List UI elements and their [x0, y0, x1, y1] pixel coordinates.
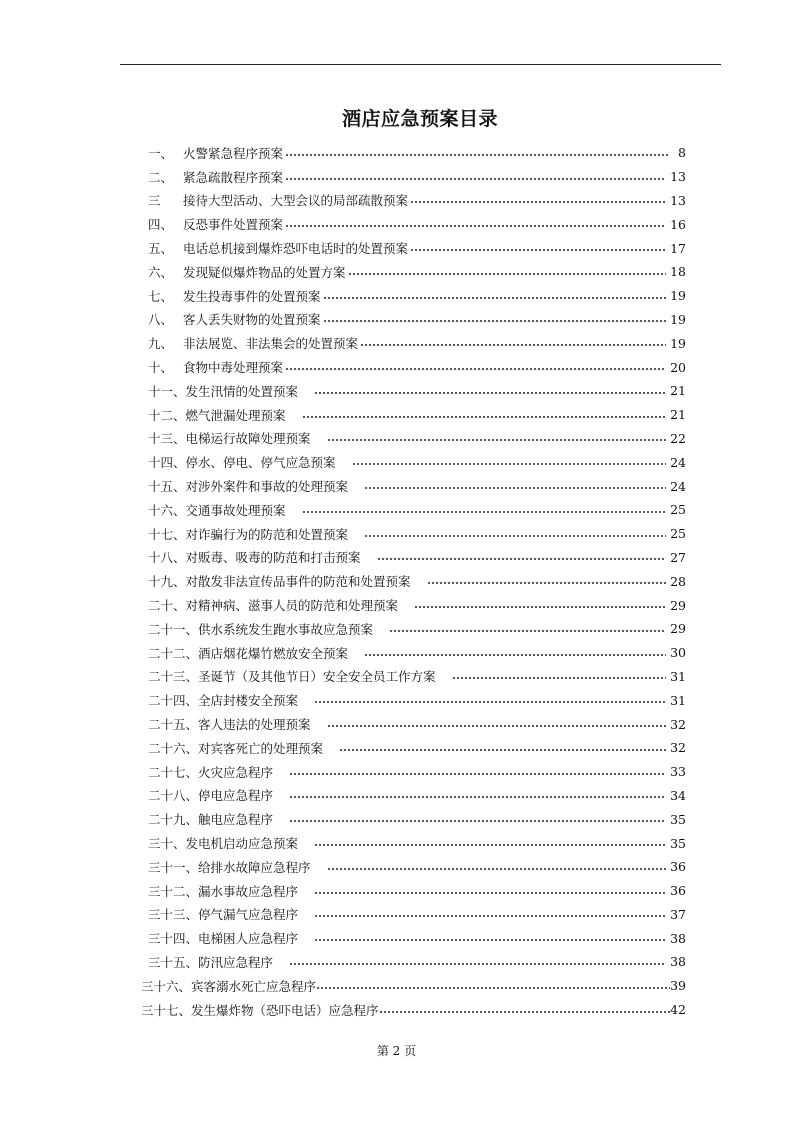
toc-entry-page: 33: [670, 764, 686, 780]
toc-entry-number: 六、: [148, 264, 174, 280]
toc-entry-title: 客人丢失财物的处置预案: [183, 312, 321, 328]
toc-entry-number: 十九、: [148, 574, 186, 590]
toc-entry[interactable]: [148, 950, 686, 974]
toc-leader-dots: [302, 506, 667, 514]
toc-entry[interactable]: [148, 617, 686, 641]
toc-entry-number: 十八、: [148, 550, 186, 566]
toc-leader-dots: [302, 411, 667, 419]
toc-entry-title: 非法展览、非法集会的处置预案: [183, 336, 359, 352]
toc-entry-page: 36: [670, 859, 686, 875]
toc-entry-number: 三十五、: [148, 954, 199, 970]
toc-entry-number: 三: [148, 193, 161, 209]
toc-entry-title: 发生投毒事件的处置预案: [183, 288, 321, 304]
toc-entry[interactable]: [148, 736, 686, 760]
toc-entry[interactable]: [148, 855, 686, 879]
toc-entry-page: 21: [670, 407, 686, 423]
toc-entry[interactable]: [148, 284, 686, 308]
toc-entry[interactable]: [148, 450, 686, 474]
toc-entry-number: 二、: [148, 169, 174, 185]
toc-leader-dots: [314, 839, 666, 847]
toc-entry[interactable]: [148, 522, 686, 546]
toc-entry[interactable]: [148, 784, 686, 808]
toc-entry-title: 交通事故处理预案: [185, 502, 286, 518]
toc-entry-number: 二十三、: [148, 669, 199, 685]
toc-entry-title: 电话总机接到爆炸恐吓电话时的处置预案: [183, 241, 409, 257]
toc-entry-number: 三十二、: [148, 883, 199, 899]
toc-leader-dots: [289, 815, 666, 823]
toc-leader-dots: [379, 1006, 671, 1014]
toc-entry-title: 发现疑似爆炸物品的处置方案: [183, 264, 346, 280]
toc-entry-page: 29: [670, 597, 686, 613]
toc-entry-title: 对涉外案件和事故的处理预案: [185, 479, 349, 495]
toc-entry[interactable]: [148, 593, 686, 617]
toc-leader-dots: [285, 363, 666, 371]
toc-entry[interactable]: [148, 665, 686, 689]
toc-entry-title: 对贩毒、吸毒的防范和打击预案: [185, 550, 361, 566]
toc-entry-number: 十二、: [148, 407, 186, 423]
toc-entry-page: 36: [670, 883, 686, 899]
toc-entry-page: 27: [670, 549, 686, 565]
toc-entry-page: 32: [670, 716, 686, 732]
toc-entry-number: 三十三、: [148, 907, 199, 923]
toc-entry[interactable]: [148, 807, 686, 831]
toc-leader-dots: [289, 768, 666, 776]
toc-leader-dots: [364, 530, 666, 538]
toc-entry-page: 25: [670, 502, 686, 518]
toc-entry-title: 给排水故障应急程序: [198, 859, 311, 875]
toc-entry-title: 紧急疏散程序预案: [183, 169, 284, 185]
toc-entry[interactable]: [148, 688, 686, 712]
toc-entry-page: 16: [670, 216, 686, 232]
toc-entry[interactable]: [148, 189, 686, 213]
toc-entry-number: 十三、: [148, 431, 186, 447]
toc-leader-dots: [314, 387, 666, 395]
toc-leader-dots: [323, 315, 667, 323]
toc-entry-number: 八、: [148, 312, 174, 328]
toc-entry-number: 二十一、: [148, 621, 199, 637]
toc-entry[interactable]: [148, 427, 686, 451]
toc-entry-title: 漏水事故应急程序: [198, 883, 299, 899]
toc-entry[interactable]: [148, 712, 686, 736]
toc-entry-page: 19: [670, 311, 686, 327]
toc-leader-dots: [327, 434, 667, 442]
toc-leader-dots: [410, 244, 666, 252]
toc-entry[interactable]: [148, 236, 686, 260]
toc-entry[interactable]: [148, 331, 686, 355]
toc-entry[interactable]: [148, 379, 686, 403]
toc-entry-number: 十五、: [148, 479, 186, 495]
toc-entry-title: 电梯困人应急程序: [198, 931, 299, 947]
toc-entry[interactable]: [141, 974, 686, 998]
toc-leader-dots: [352, 458, 667, 466]
toc-entry-number: 十一、: [148, 383, 186, 399]
toc-entry-page: 19: [670, 335, 686, 351]
header-rule: [120, 64, 721, 65]
toc-entry-page: 38: [670, 930, 686, 946]
toc-entry-title: 停电应急程序: [198, 788, 274, 804]
toc-entry[interactable]: [148, 355, 686, 379]
toc-entry[interactable]: [148, 474, 686, 498]
toc-entry-title: 电梯运行故障处理预案: [185, 431, 311, 447]
toc-entry-number: 十、: [148, 360, 174, 376]
toc-entry[interactable]: [148, 879, 686, 903]
toc-leader-dots: [364, 482, 666, 490]
toc-entry-title: 酒店烟花爆竹燃放安全预案: [198, 645, 349, 661]
toc-entry-page: 29: [670, 621, 686, 637]
toc-entry-page: 13: [670, 169, 686, 185]
toc-entry-title: 对散发非法宣传品事件的防范和处置预案: [185, 574, 411, 590]
toc-entry-page: 21: [670, 383, 686, 399]
toc-entry[interactable]: [148, 831, 686, 855]
table-of-contents: [141, 141, 686, 1021]
toc-leader-dots: [285, 220, 666, 228]
toc-entry[interactable]: [148, 260, 686, 284]
toc-entry-title: 对宾客死亡的处理预案: [198, 740, 324, 756]
toc-entry-page: 39: [670, 978, 686, 994]
toc-entry[interactable]: [148, 141, 686, 165]
toc-entry-title: 发电机启动应急预案: [185, 836, 299, 851]
toc-entry-page: 22: [670, 430, 686, 446]
toc-leader-dots: [289, 791, 666, 799]
toc-entry[interactable]: [148, 760, 686, 784]
toc-entry-title: 食物中毒处理预案: [183, 360, 284, 376]
toc-entry-page: 17: [670, 240, 686, 256]
toc-entry-page: 8: [678, 145, 686, 161]
toc-entry-page: 20: [670, 359, 686, 375]
toc-entry-number: 二十二、: [148, 645, 199, 661]
toc-entry-number: 五、: [148, 241, 174, 257]
toc-entry-title: 全店封楼安全预案: [198, 693, 299, 709]
toc-leader-dots: [289, 958, 666, 966]
page-title: 酒店应急预案目录: [341, 108, 498, 130]
toc-entry-number: 一、: [148, 145, 174, 161]
toc-leader-dots: [323, 292, 667, 300]
toc-entry-title: 火警紧急程序预案: [183, 145, 284, 161]
toc-entry-title: 供水系统发生跑水事故应急预案: [198, 621, 374, 637]
toc-entry[interactable]: [148, 569, 686, 593]
toc-leader-dots: [348, 268, 667, 276]
toc-entry-page: 37: [670, 906, 686, 922]
toc-leader-dots: [377, 553, 667, 561]
toc-entry-page: 30: [670, 645, 686, 661]
toc-entry-page: 25: [670, 526, 686, 542]
toc-entry-title: 客人违法的处理预案: [198, 717, 311, 733]
toc-entry-title: 圣诞节（及其他节日）安全安全员工作方案: [198, 669, 436, 685]
toc-entry-title: 发生汛情的处置预案: [185, 383, 299, 399]
toc-entry-number: 三十四、: [148, 931, 199, 947]
toc-entry-title: 触电应急程序: [198, 812, 274, 828]
toc-leader-dots: [414, 601, 666, 609]
toc-entry-number: 二十九、: [148, 812, 199, 828]
toc-entry-page: 19: [670, 288, 686, 304]
toc-leader-dots: [360, 339, 666, 347]
toc-entry-page: 13: [670, 192, 686, 208]
toc-leader-dots: [314, 934, 666, 942]
toc-leader-dots: [427, 577, 667, 585]
toc-entry[interactable]: [141, 998, 686, 1022]
toc-entry-number: 二十四、: [148, 693, 199, 709]
toc-leader-dots: [364, 649, 666, 657]
toc-entry-title: 燃气泄漏处理预案: [185, 407, 286, 423]
toc-entry-number: 十四、: [148, 455, 186, 471]
toc-leader-dots: [285, 149, 668, 157]
toc-entry-number: 三十七、: [141, 1002, 192, 1018]
toc-leader-dots: [327, 863, 667, 871]
toc-entry-number: 十六、: [148, 502, 186, 518]
toc-entry-number: 四、: [148, 217, 174, 233]
toc-entry[interactable]: [148, 546, 686, 570]
toc-leader-dots: [339, 744, 666, 752]
toc-entry[interactable]: [148, 926, 686, 950]
toc-entry-page: 24: [670, 454, 686, 470]
toc-entry-title: 宾客溺水死亡应急程序: [191, 978, 317, 994]
toc-entry-page: 35: [670, 811, 686, 827]
toc-entry[interactable]: [148, 403, 686, 427]
toc-entry[interactable]: [148, 641, 686, 665]
toc-entry-page: 31: [670, 668, 686, 684]
page-number-footer: 第 2 页: [376, 1044, 417, 1058]
toc-leader-dots: [316, 982, 670, 990]
toc-entry-title: 发生爆炸物（恐吓电话）应急程序: [191, 1002, 379, 1018]
toc-entry-number: 二十七、: [148, 764, 199, 780]
toc-entry-number: 二十八、: [148, 788, 199, 804]
toc-entry-number: 二十六、: [148, 740, 199, 756]
toc-entry-number: 二十五、: [148, 717, 199, 733]
toc-entry-title: 对诈骗行为的防范和处置预案: [185, 526, 349, 542]
toc-leader-dots: [285, 173, 666, 181]
toc-entry[interactable]: [148, 498, 686, 522]
toc-entry-number: 三十六、: [141, 978, 192, 994]
toc-leader-dots: [314, 696, 666, 704]
toc-entry-page: 28: [670, 573, 686, 589]
toc-entry-number: 三十、: [148, 836, 186, 851]
toc-entry-number: 十七、: [148, 526, 186, 542]
toc-entry[interactable]: [148, 165, 686, 189]
toc-entry-number: 三十一、: [148, 859, 199, 875]
toc-entry[interactable]: [148, 308, 686, 332]
toc-leader-dots: [314, 887, 666, 895]
toc-entry[interactable]: [148, 212, 686, 236]
toc-entry-page: 32: [670, 740, 686, 756]
toc-entry-page: 18: [670, 264, 686, 280]
toc-entry-page: 34: [670, 787, 686, 803]
toc-entry-title: 接待大型活动、大型会议的局部疏散预案: [183, 193, 409, 209]
toc-entry-page: 38: [670, 954, 686, 970]
toc-entry-title: 对精神病、滋事人员的防范和处理预案: [185, 598, 399, 614]
toc-leader-dots: [410, 196, 666, 204]
toc-entry-number: 九、: [148, 336, 174, 352]
toc-entry-title: 停气漏气应急程序: [198, 907, 299, 923]
toc-entry-page: 35: [670, 835, 686, 851]
toc-entry-number: 七、: [148, 288, 174, 304]
toc-entry-title: 防汛应急程序: [198, 954, 274, 970]
toc-entry-page: 24: [670, 478, 686, 494]
toc-entry-page: 31: [670, 692, 686, 708]
toc-entry-number: 二十、: [148, 598, 186, 614]
toc-leader-dots: [327, 720, 667, 728]
toc-entry-title: 火灾应急程序: [198, 764, 274, 780]
toc-leader-dots: [452, 672, 667, 680]
toc-leader-dots: [314, 910, 666, 918]
toc-entry[interactable]: [148, 903, 686, 927]
toc-leader-dots: [389, 625, 666, 633]
toc-entry-page: 42: [670, 1002, 686, 1018]
toc-entry-title: 反恐事件处置预案: [183, 217, 284, 233]
toc-entry-title: 停水、停电、停气应急预案: [185, 455, 336, 471]
